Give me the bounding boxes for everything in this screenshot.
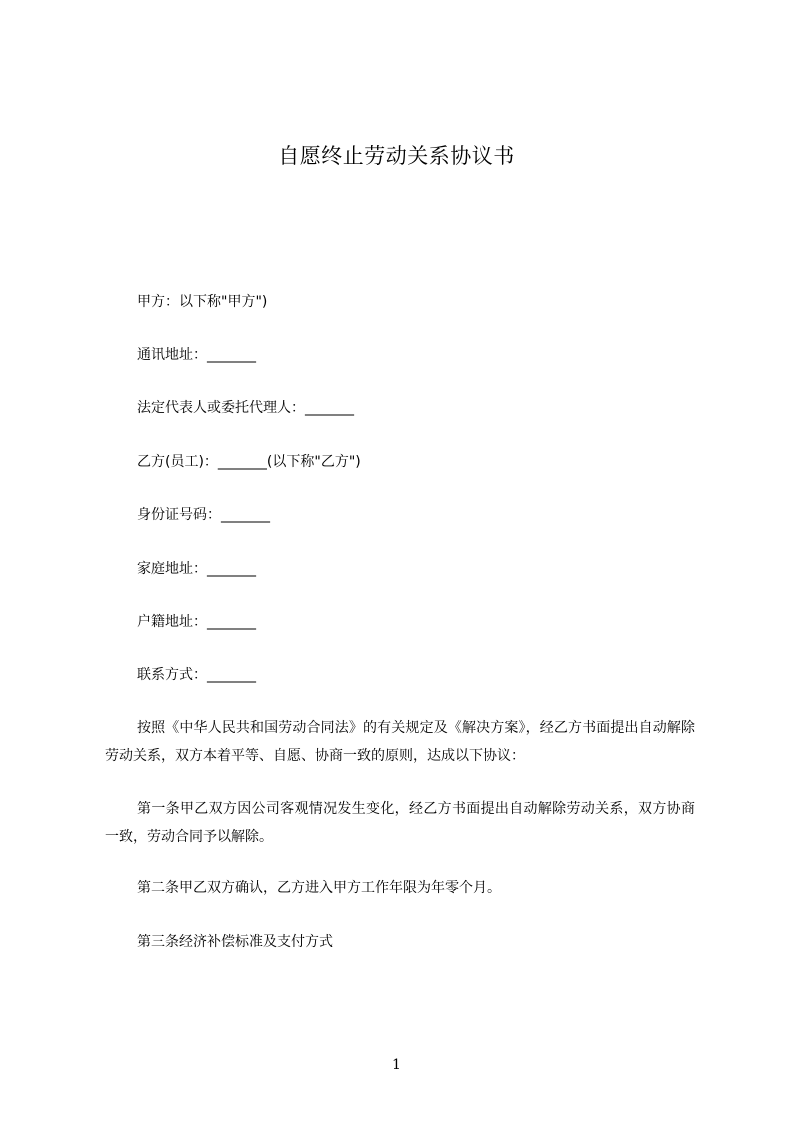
article-3-paragraph: 第三条经济补偿标准及支付方式 xyxy=(137,934,333,950)
intro-paragraph: 按照《中华人民共和国劳动合同法》的有关规定及《解决方案》，经乙方书面提出自动解除劳动关系，双方本着平等、自愿、协商一致的原则，达成以下协议： xyxy=(105,720,695,764)
party-b-line: 乙方(员工)：_______(以下称"乙方") xyxy=(137,454,361,470)
household-address-line: 户籍地址：_______ xyxy=(137,614,256,630)
legal-representative-line: 法定代表人或委托代理人：_______ xyxy=(137,400,354,416)
page-number: 1 xyxy=(392,1057,401,1073)
article-2-paragraph: 第二条甲乙双方确认，乙方进入甲方工作年限为年零个月。 xyxy=(137,880,501,896)
article-1-paragraph: 第一条甲乙双方因公司客观情况发生变化，经乙方书面提出自动解除劳动关系，双方协商一致，劳动合同予以解除。 xyxy=(105,801,695,845)
contact-line: 联系方式：_______ xyxy=(137,667,256,683)
document-title: 自愿终止劳动关系协议书 xyxy=(278,144,515,168)
id-number-line: 身份证号码：_______ xyxy=(137,507,270,523)
home-address-line: 家庭地址：_______ xyxy=(137,561,256,577)
party-a-line: 甲方：以下称"甲方") xyxy=(137,294,268,310)
address-line: 通讯地址：_______ xyxy=(137,347,256,363)
